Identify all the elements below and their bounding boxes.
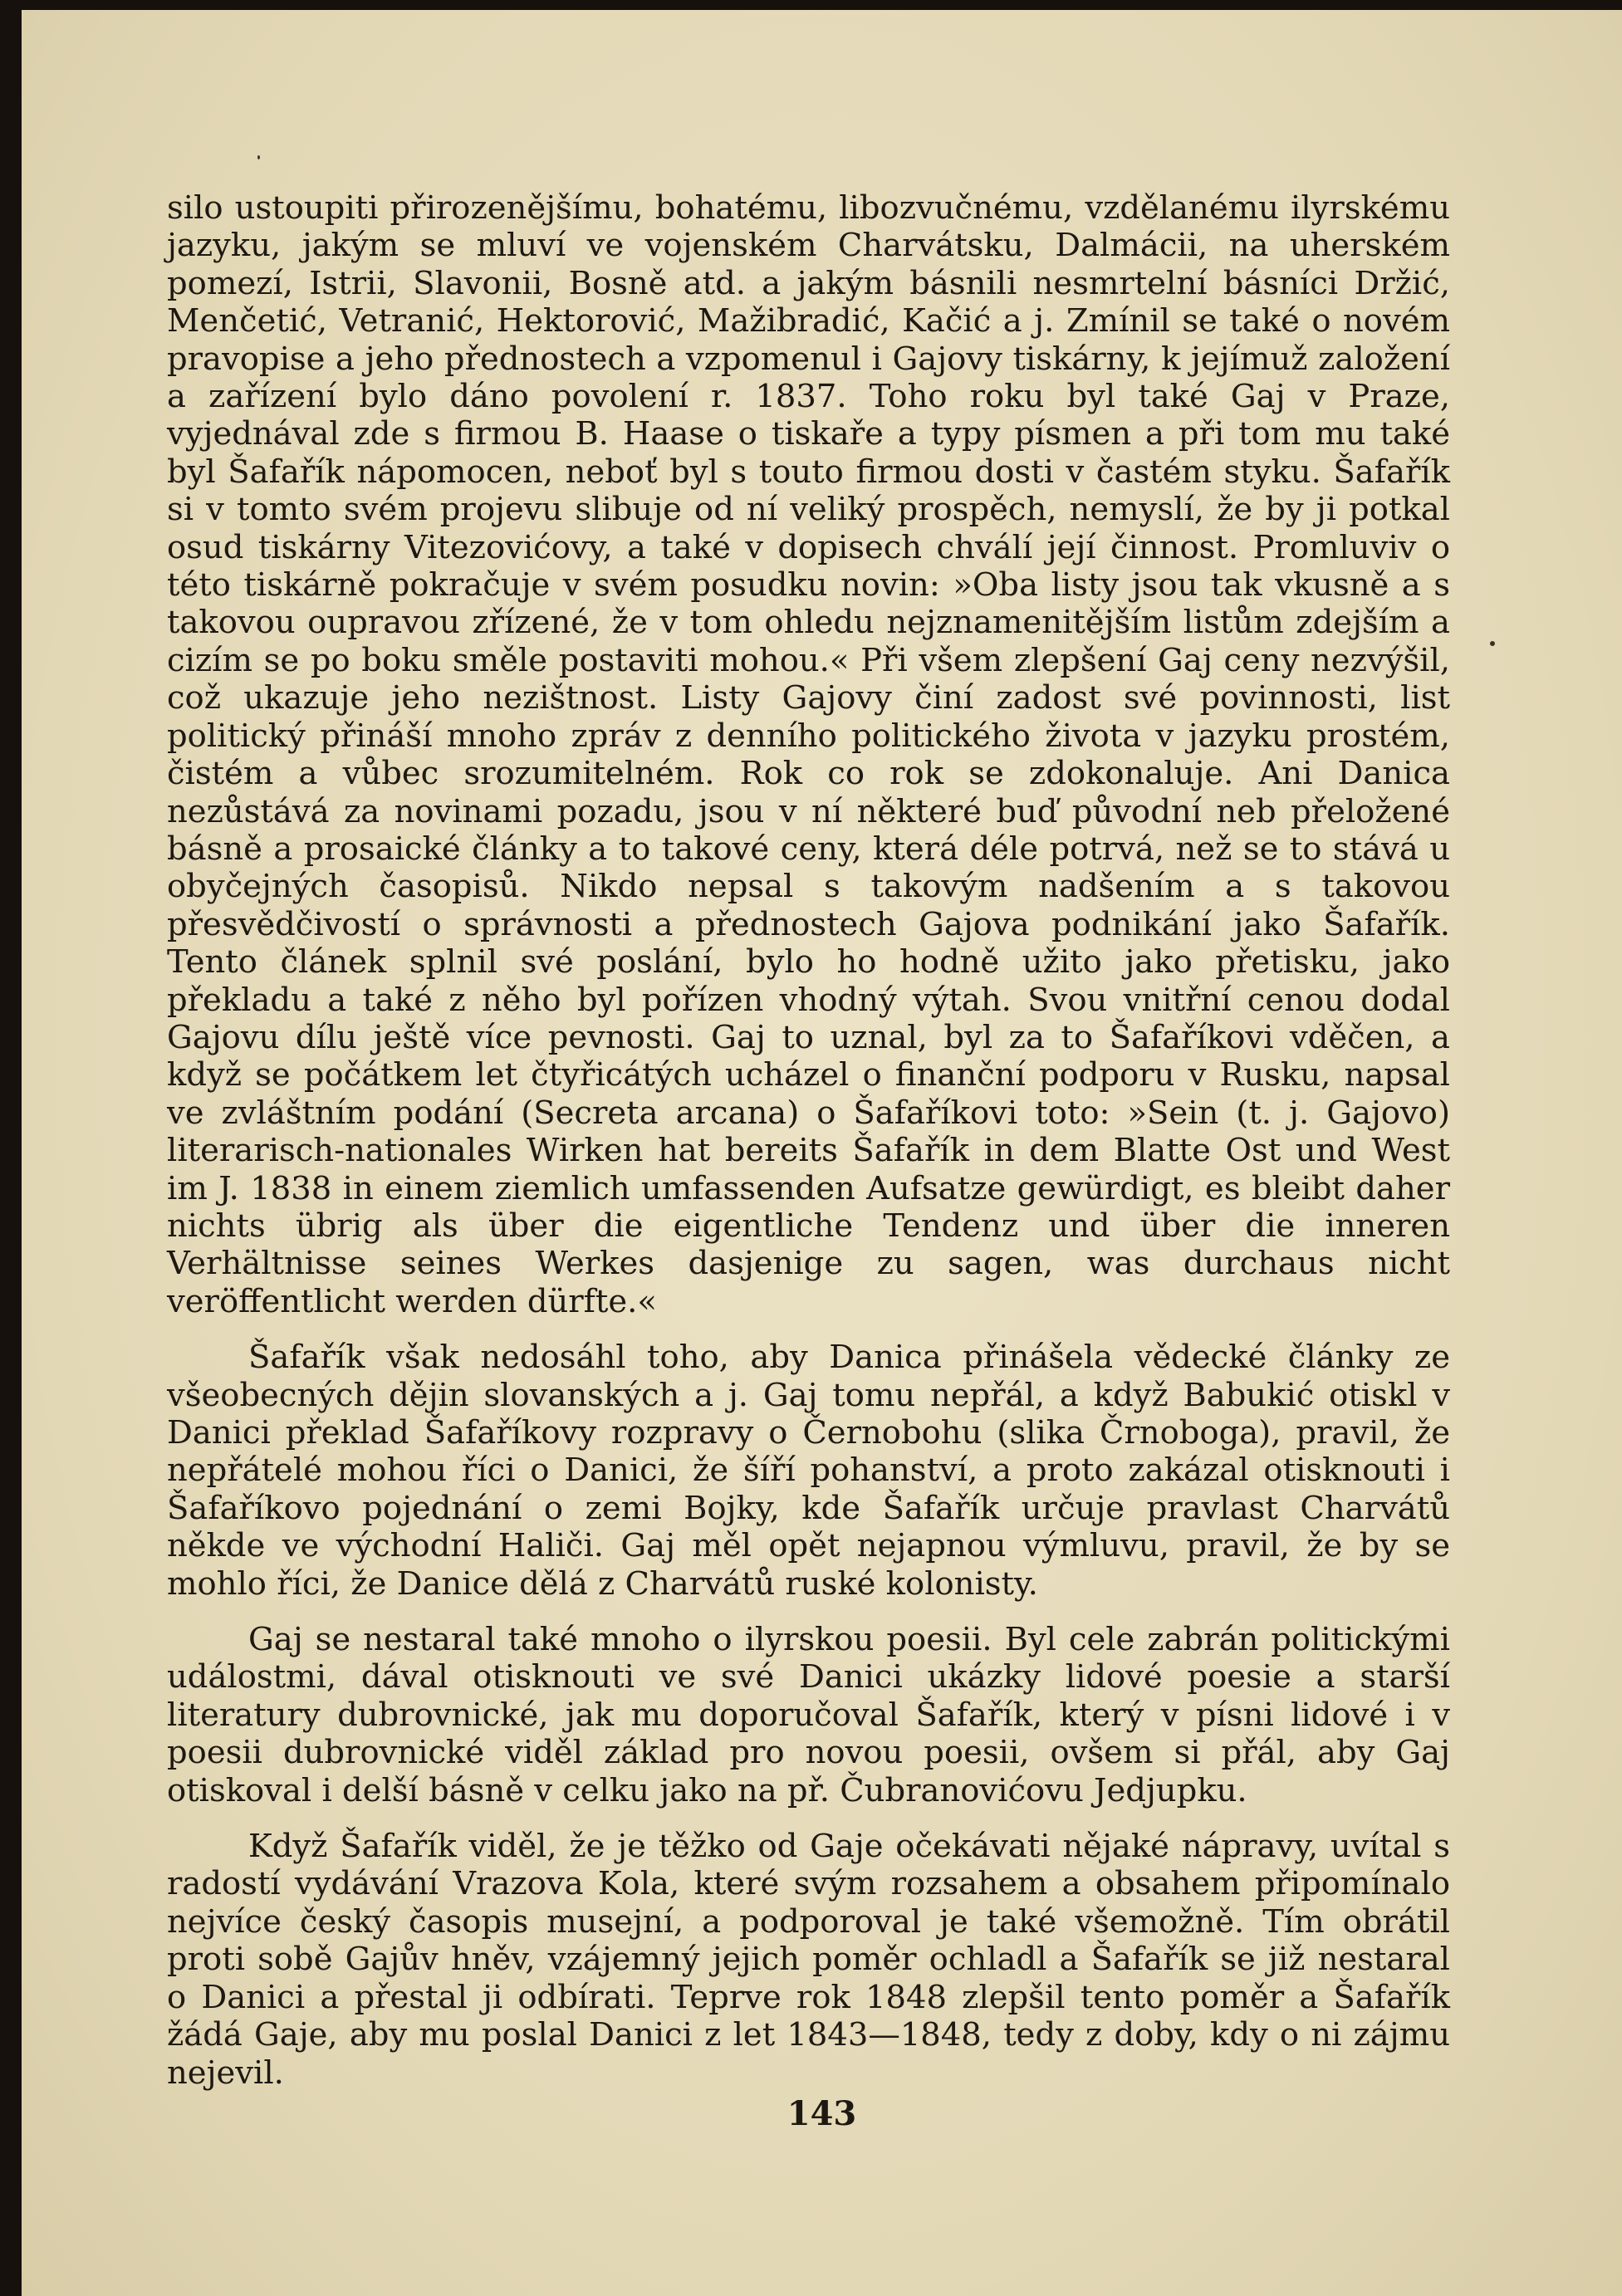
paper-speck (257, 155, 260, 159)
scan-top-border (0, 0, 1622, 10)
paragraph-3: Gaj se nestaral také mnoho o ilyrskou poesii. Byl cele zabrán politickými událostmi, dával otisknouti ve své Danici ukázky lidové poesie a starší literatury dubrovnické, jak mu doporučoval Šafařík, který v písni lidové i v poesii dubrovnické viděl základ pro novou poesii, ovšem si přál, aby Gaj otiskoval i delší básně v celku jako na př. Čubranovićovu Jedjupku. (167, 1621, 1450, 1809)
paragraph-2: Šafařík však nedosáhl toho, aby Danica přinášela vědecké články ze všeobecných dějin slovanských a j. Gaj tomu nepřál, a když Babukić otiskl v Danici překlad Šafaříkovy rozpravy o Černobohu (slika Črnoboga), pravil, že nepřátelé mohou říci o Danici, že šíří pohanství, a proto zakázal otisknouti i Šafaříkovo pojednání o zemi Bojky, kde Šafařík určuje pravlast Charvátů někde ve východní Haliči. Gaj měl opět nejapnou výmluvu, pravil, že by se mohlo říci, že Danice dělá z Charvátů ruské kolonisty. (167, 1339, 1450, 1603)
scan-left-border (0, 0, 22, 2296)
paper-speck (1490, 641, 1495, 646)
paragraph-4: Když Šafařík viděl, že je těžko od Gaje očekávati nějaké nápravy, uvítal s radostí vydávání Vrazova Kola, které svým rozsahem a obsahem připomínalo nejvíce český časopis musejní, a podporoval je také všemožně. Tím obrátil proti sobě Gajův hněv, vzájemný jejich poměr ochladl a Šafařík se již nestaral o Danici a přestal ji odbírati. Teprve rok 1848 zlepšil tento poměr a Šafařík žádá Gaje, aby mu poslal Danici z let 1843—1848, tedy z doby, kdy o ni zájmu nejevil. (167, 1828, 1450, 2092)
paragraph-1: silo ustoupiti přirozenějšímu, bohatému, libozvučnému, vzdělanému ilyrskému jazyku, jakým se mluví ve vojenském Charvátsku, Dalmácii, na uherském pomezí, Istrii, Slavonii, Bosně atd. a jakým básnili nesmrtelní básníci Držić, Menčetić, Vetranić, Hektorović, Mažibradić, Kačić a j. Zmínil se také o novém pravopise a jeho přednostech a vzpomenul i Gajovy tiskárny, k jejímuž založení a zařízení bylo dáno povolení r. 1837. Toho roku byl také Gaj v Praze, vyjednával zde s firmou B. Haase o tiskaře a typy písmen a při tom mu také byl Šafařík nápomocen, neboť byl s touto firmou dosti v častém styku. Šafařík si v tomto svém projevu slibuje od ní veliký prospěch, nemyslí, že by ji potkal osud tiskárny Vitezovićovy, a také v dopisech chválí její činnost. Promluviv o této tiskárně pokračuje v svém posudku novin: »Oba listy jsou tak vkusně a s takovou oupravou zřízené, že v tom ohledu nejznamenitějším listům zdejším a cizím se po boku směle postaviti mohou.« Při všem zlepšení Gaj ceny nezvýšil, což ukazuje jeho nezištnost. Listy Gajovy činí zadost své povinnosti, list politický přináší mnoho zpráv z denního politického života v jazyku prostém, čistém a vůbec srozumitelném. Rok co rok se zdokonaluje. Ani Danica nezůstává za novinami pozadu, jsou v ní některé buď původní neb přeložené básně a prosaické články a to takové ceny, která déle potrvá, než se to stává u obyčejných časopisů. Nikdo nepsal s takovým nadšením a s takovou přesvědčivostí o správnosti a přednostech Gajova podnikání jako Šafařík. Tento článek splnil své poslání, bylo ho hodně užito jako přetisku, jako překladu a také z něho byl pořízen vhodný výtah. Svou vnitřní cenou dodal Gajovu dílu ještě více pevnosti. Gaj to uznal, byl za to Šafaříkovi vděčen, a když se počátkem let čtyřicátých ucházel o finanční podporu v Rusku, napsal ve zvláštním podání (Secreta arcana) o Šafaříkovi toto: »Sein (t. j. Gajovo) literarisch-nationales Wirken hat bereits Šafařík in dem Blatte Ost und West im J. 1838 in einem ziemlich umfassenden Aufsatze gewürdigt, es bleibt daher nichts übrig als über die eigentliche Tendenz und über die inneren Verhältnisse seines Werkes dasjenige zu sagen, was durchaus nicht veröffentlicht werden dürfte.« (167, 189, 1450, 1320)
body-text (167, 189, 1450, 2092)
page-number: 143 (786, 2094, 857, 2133)
book-page (22, 10, 1622, 2296)
